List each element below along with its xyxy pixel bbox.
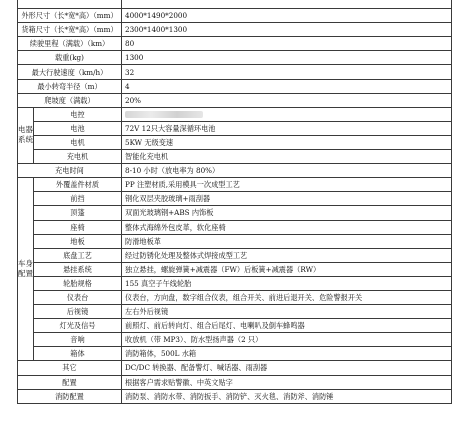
row-label: 载重(kg) (18, 51, 122, 65)
table-row (18, 319, 452, 333)
row-value: 整体式海绵外包皮革，软化座椅 (122, 220, 452, 234)
row-label: 前挡 (34, 192, 122, 206)
table-row (18, 135, 452, 149)
row-value: 独立悬挂，螺旋弹簧+减震器（FW）后板簧+减震器（RW） (122, 262, 452, 276)
table-row (18, 107, 452, 121)
row-label: 最大行驶速度（km/h） (18, 65, 122, 79)
row-value: 前照灯、前后转向灯、组合后尾灯、电喇叭及倒车蜂鸣器 (122, 319, 452, 333)
row-value: 防滑地板革 (122, 234, 452, 248)
table-row (18, 23, 452, 37)
row-label: 外覆盖件材质 (34, 178, 122, 192)
group-label-electric: 电器系统 (18, 107, 34, 163)
row-label: 地板 (34, 234, 122, 248)
table-row (18, 93, 452, 107)
table-row (18, 178, 452, 192)
row-value: DC/DC 转换器、配备警灯、喊话器、雨刮器 (122, 361, 452, 375)
table-row (18, 305, 452, 319)
row-label: 消防配置 (18, 389, 122, 403)
table-row (18, 290, 452, 304)
row-label: 后视镜 (34, 305, 122, 319)
row-value: 32 (122, 65, 452, 79)
row-label: 轮胎规格 (34, 276, 122, 290)
row-value: 8-10 小时（放电率为 80%） (122, 164, 452, 178)
row-label: 顶篷 (34, 206, 122, 220)
row-value: 1300 (122, 51, 452, 65)
row-value: 经过防锈化处理及整体式焊接成型工艺 (122, 248, 452, 262)
table-row (18, 206, 452, 220)
row-value: 仪表台，方向盘，数字组合仪表，组合开关、前进后退开关、危险警报开关 (122, 290, 452, 304)
table-row (18, 234, 452, 248)
row-label (18, 0, 122, 9)
table-row (18, 164, 452, 178)
row-label: 电池 (34, 121, 122, 135)
table-row (18, 79, 452, 93)
table-row (18, 276, 452, 290)
row-label: 其它 (18, 361, 122, 375)
row-label: 座椅 (34, 220, 122, 234)
row-value: 根据客户需求贴警徽、中英文贴字 (122, 375, 452, 389)
row-value: 4000*1490*2000 (122, 9, 452, 23)
table-row (18, 375, 452, 389)
row-label: 仪表台 (34, 290, 122, 304)
row-value: 4 (122, 79, 452, 93)
table-row (18, 262, 452, 276)
row-label: 悬挂系统 (34, 262, 122, 276)
row-label: 电控 (34, 107, 122, 121)
row-value: 钢化双层夹胶玻璃+雨刮器 (122, 192, 452, 206)
redacted-blur (125, 111, 203, 118)
row-label: 最小转弯半径（m） (18, 79, 122, 93)
row-label: 底盘工艺 (34, 248, 122, 262)
row-label: 充电机 (34, 150, 122, 164)
row-label: 续驶里程（满载）（km） (18, 37, 122, 51)
row-value: 双面光玻璃钢+ABS 内饰板 (122, 206, 452, 220)
row-value: 消防箱体，500L 水箱 (122, 347, 452, 361)
row-value-redacted (122, 107, 452, 121)
table-row (18, 361, 452, 375)
row-label: 配置 (18, 375, 122, 389)
table-row-partial (18, 0, 452, 9)
row-value: 155 真空子午线轮胎 (122, 276, 452, 290)
row-label: 音响 (34, 333, 122, 347)
row-value: 20% (122, 93, 452, 107)
table-row (18, 65, 452, 79)
row-label: 电机 (34, 135, 122, 149)
row-value: 智能化充电机 (122, 150, 452, 164)
table-row (18, 192, 452, 206)
row-value: 消防泵、消防水带、消防扳手、消防铲、灭火毯、消防斧、消防锤 (122, 389, 452, 403)
row-label: 货箱尺寸（长*宽*高）（mm） (18, 23, 122, 37)
table-row (18, 248, 452, 262)
row-value (122, 0, 452, 9)
row-label: 灯光及信号 (34, 319, 122, 333)
table-row (18, 9, 452, 23)
row-value: 72V 12只大容量深循环电池 (122, 121, 452, 135)
table-row (18, 333, 452, 347)
table-row (18, 37, 452, 51)
table-row (18, 150, 452, 164)
spec-table (17, 0, 452, 404)
row-value: 左右外后视镜 (122, 305, 452, 319)
row-value: 收放机（带 MP3）、防水型扬声器（2 只） (122, 333, 452, 347)
table-row (18, 389, 452, 403)
row-label: 箱体 (34, 347, 122, 361)
row-value: PP 注塑材质,采用模具一次成型工艺 (122, 178, 452, 192)
row-value: 80 (122, 37, 452, 51)
table-row (18, 51, 452, 65)
table-row (18, 220, 452, 234)
row-value: 5KW 无级变速 (122, 135, 452, 149)
row-label: 爬坡度（满载） (18, 93, 122, 107)
group-label-body: 车身配置 (18, 178, 34, 361)
table-row (18, 121, 452, 135)
table-row (18, 347, 452, 361)
row-label: 外形尺寸（长*宽*高）（mm） (18, 9, 122, 23)
row-label: 充电时间 (18, 164, 122, 178)
row-value: 2300*1400*1300 (122, 23, 452, 37)
